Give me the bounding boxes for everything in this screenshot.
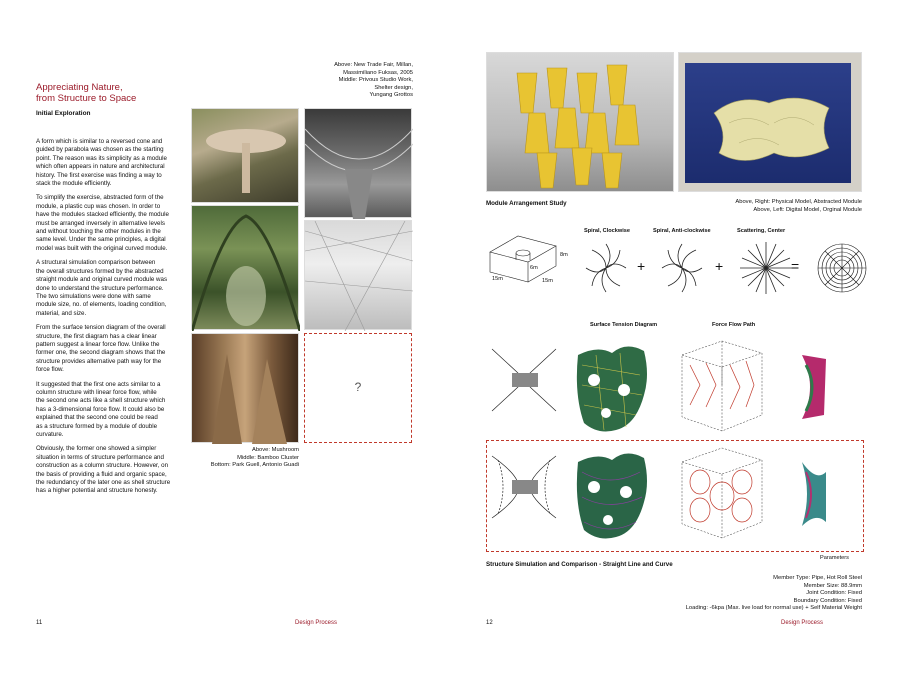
top-caption [300, 62, 413, 100]
curve-detail-crop [802, 462, 826, 526]
paragraph: Obviously, the former one showed a simpler situation in terms of structure performance and construction as a column structure. However, on the basis of providing a fluid and organic space, the redundancy of the later one as shell structure has a higher potential and structure honesty. [36, 445, 171, 495]
spiral-anticlockwise [662, 244, 702, 292]
cups-graphic [487, 53, 675, 193]
paragraph: From the surface tension diagram of the overall structure, the first diagram has a clear linear pattern suggest a linear force flow. Unlike the former one, the second diagram shows that the structure provides alternative path way for the force flow. [36, 324, 166, 374]
caption-line: Above, Left: Digital Model, Orginal Module [753, 206, 862, 213]
operator-plus: + [637, 258, 646, 274]
right-page [450, 0, 900, 675]
paragraph: To simplify the exercise, abstracted form of the module, a plastic cup was chosen. In order to have the modules stacked efficiently, the module must be arranged inversely in alternative levels and without touching the other modules in the same level. Under the same principles, a digital model was built with the original curved module. [36, 194, 169, 252]
paragraph: A form which is similar to a reversed cone and guided by parabola was chosen as the starting point. The reason was its simplicity as a module which often appears in nature and architectural history. The first exercise was finding a way to stack the module efficiently. [36, 138, 167, 188]
page-heading [36, 82, 136, 104]
parameter-line: Joint Condition: Fixed [806, 590, 862, 597]
parameter-line: Loading: -6kpa (Max. live load for normal use) + Self Material Weight [685, 605, 862, 612]
straight-surface-tension [577, 346, 647, 431]
trade-fair-photo [304, 108, 412, 218]
caption-line: Yungang Grottos [369, 92, 413, 99]
curve-force-lines [690, 470, 752, 522]
scattering-center [740, 242, 792, 294]
curve-surface-tension [577, 453, 647, 538]
simulation-title: Structure Simulation and Comparison - Straight Line and Curve [486, 561, 673, 568]
straight-section [492, 349, 556, 411]
caption-line: Above: Mushroom [251, 447, 299, 453]
page-number: 12 [486, 620, 493, 626]
dim-label: 6m [530, 265, 538, 271]
caption-line: Above, Right: Physical Model, Abstracted Module [735, 199, 862, 205]
curve-force-flow [682, 448, 762, 538]
diagram-label: Surface Tension Diagram [590, 322, 658, 328]
paragraph: A structural simulation comparison between the overall structures formed by the abstracted straight module and original curved module was done to understand the structure performance. The two simulations were done with same module size, no. of elements, loading condition, material, and size. [36, 259, 168, 317]
caption-line: Bottom: Park Guell, Antonio Guadi [210, 462, 299, 469]
parameter-line: Member Type: Pipe, Hot Roll Steel [773, 575, 862, 581]
diagram-label: Force Flow Path [712, 322, 756, 328]
curve-simulation-row [486, 442, 862, 547]
physical-model-photo [486, 52, 674, 192]
straight-force-flow [682, 341, 762, 431]
footer-title: Design Process [781, 620, 824, 626]
parameter-line: Member Size: 88.9mm [803, 582, 862, 589]
bamboo-photo [191, 205, 299, 330]
dim-label: 8m [560, 252, 568, 258]
footer-title: Design Process [295, 620, 338, 626]
module-title: Module Arrangement Study [486, 200, 567, 207]
straight-simulation-row [486, 335, 862, 440]
digital-model-graphic [679, 53, 863, 193]
parameter-line: Boundary Condition: Fixed [793, 597, 862, 604]
operator-equals: = [791, 258, 800, 274]
caption-line: Middle: Bamboo Cluster [237, 454, 299, 461]
module-caption [678, 199, 862, 214]
parameters-label: Parameters [820, 555, 849, 561]
question-mark: ? [354, 380, 362, 394]
page-number: 11 [36, 620, 43, 626]
straight-detail-crop [802, 355, 826, 419]
digital-model-screen [678, 52, 862, 192]
bottom-caption [190, 447, 299, 470]
dim-label: 15m [542, 278, 553, 284]
trade-fair-graphic [305, 109, 413, 219]
combined-pattern [818, 244, 866, 292]
shelter-graphic [305, 221, 413, 331]
curve-section [492, 456, 556, 518]
operator-plus: + [715, 258, 724, 274]
caption-line: Shelter design, [374, 84, 413, 91]
park-guell-graphic [192, 334, 300, 444]
spiral-clockwise [586, 244, 626, 292]
unknown-placeholder [304, 333, 412, 443]
spiral-patterns [580, 238, 870, 298]
subheading: Initial Exploration [36, 110, 91, 117]
body-text [36, 138, 186, 502]
mushroom-photo [191, 108, 299, 203]
caption-line: Massimiliano Fuksas, 2005 [343, 69, 413, 76]
park-guell-photo [191, 333, 299, 443]
pattern-label: Spiral, Clockwise [584, 228, 631, 234]
heading-line: from Structure to Space [36, 93, 137, 104]
shelter-photo [304, 220, 412, 330]
mushroom-graphic [192, 109, 300, 204]
dim-label: 15m [492, 276, 503, 282]
pattern-label: Scattering, Center [737, 228, 786, 234]
paragraph: It suggested that the first one acts similar to a column structure with linear force flow, while the second one acts like a shell structure which has a 3-dimensional force flow. It could also be explained that the second one could be read as a structure formed by a module of double curvature. [36, 380, 166, 438]
bamboo-graphic [192, 206, 300, 331]
pattern-label: Spiral, Anti-clockwise [653, 228, 711, 234]
parameters-list [650, 575, 862, 613]
caption-line: Middle: Privous Studio Work, [338, 77, 413, 84]
caption-line: Above: New Trade Fair, Millan, [334, 62, 413, 68]
heading-line: Appreciating Nature, [36, 82, 123, 93]
